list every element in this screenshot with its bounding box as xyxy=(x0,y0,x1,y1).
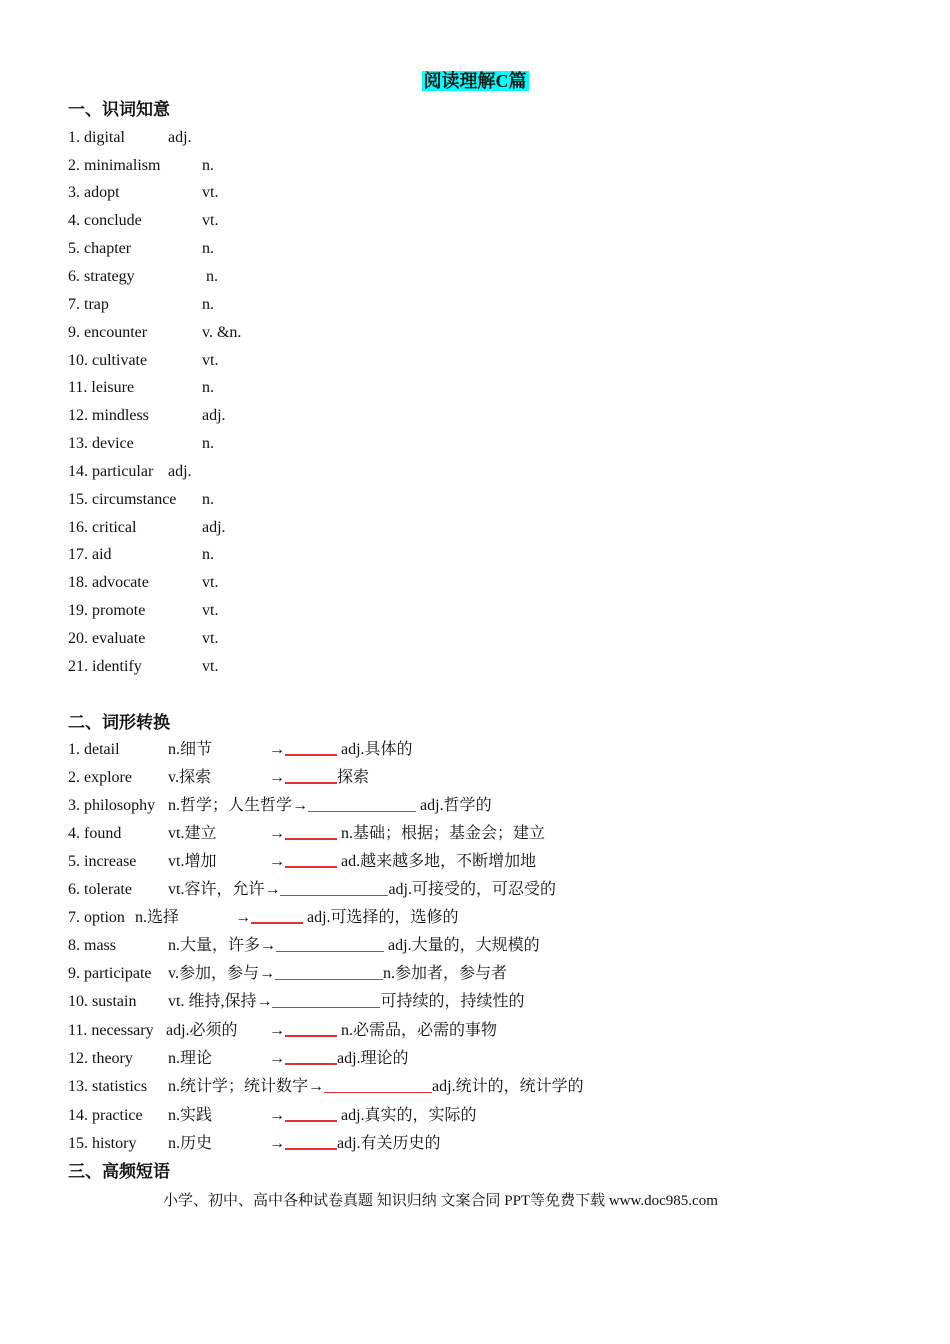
arrow-icon: → xyxy=(269,853,285,870)
vocab-word: 16. critical xyxy=(68,519,137,536)
vocab-word: 5. chapter xyxy=(68,240,132,257)
form-target: 探索 xyxy=(337,769,370,786)
form-word: 6. tolerate xyxy=(68,881,132,898)
vocab-pos: vt. xyxy=(202,574,219,591)
list-item xyxy=(68,402,226,430)
form-meaning: n.哲学；人生哲学 xyxy=(168,797,293,814)
list-item xyxy=(68,653,219,681)
form-meaning: vt. 维持,保持 xyxy=(168,993,257,1010)
page-footer: 小学、初中、高中各种试卷真题 知识归纳 文案合同 PPT等免费下载 www.doc985.com xyxy=(163,1193,718,1209)
vocab-pos: vt. xyxy=(202,352,219,369)
answer-blank[interactable] xyxy=(308,793,416,812)
vocab-pos: vt. xyxy=(202,630,219,647)
section-heading-vocab: 一、识词知意 xyxy=(68,100,170,120)
form-word: 13. statistics xyxy=(68,1078,148,1095)
list-item xyxy=(68,486,214,514)
answer-blank[interactable] xyxy=(285,1102,337,1122)
list-item xyxy=(68,1102,477,1130)
form-target: 可持续的，持续性的 xyxy=(380,993,525,1010)
list-item xyxy=(68,374,214,402)
form-word: 4. found xyxy=(68,825,122,842)
arrow-icon: → xyxy=(269,1022,285,1039)
form-word: 14. practice xyxy=(68,1107,143,1124)
section-heading-word-forms: 二、词形转换 xyxy=(68,713,170,733)
form-target: n.必需品，必需的事物 xyxy=(341,1022,498,1039)
answer-blank[interactable] xyxy=(285,764,337,784)
list-item xyxy=(68,179,219,207)
list-item xyxy=(68,207,219,235)
list-item xyxy=(68,514,226,542)
list-item xyxy=(68,569,219,597)
form-target: adj.理论的 xyxy=(337,1050,409,1067)
answer-blank[interactable] xyxy=(272,989,380,1008)
form-target: adj.真实的，实际的 xyxy=(341,1107,477,1124)
list-item xyxy=(68,876,557,904)
answer-blank[interactable] xyxy=(280,877,388,896)
vocab-word: 13. device xyxy=(68,435,134,452)
form-meaning: n.选择 xyxy=(135,909,180,926)
form-target: adj.可选择的，选修的 xyxy=(307,909,459,926)
answer-blank[interactable] xyxy=(285,1045,337,1065)
vocab-word: 9. encounter xyxy=(68,324,148,341)
form-word: 8. mass xyxy=(68,937,116,954)
arrow-icon: → xyxy=(258,965,275,982)
vocab-pos: n. xyxy=(202,435,214,452)
vocab-pos: adj. xyxy=(168,129,192,146)
list-item xyxy=(68,347,219,375)
vocab-pos: n. xyxy=(202,240,214,257)
form-target: adj.大量的，大规模的 xyxy=(388,937,540,954)
list-item xyxy=(68,764,370,792)
list-item xyxy=(68,848,537,876)
vocab-word: 11. leisure xyxy=(68,379,135,396)
list-item xyxy=(68,235,214,263)
page-title xyxy=(0,69,950,93)
vocab-word: 14. particular xyxy=(68,463,154,480)
vocab-pos: n. xyxy=(202,491,214,508)
vocab-pos: adj. xyxy=(202,519,226,536)
form-meaning: v.探索 xyxy=(168,769,211,786)
form-target: adj.可接受的，可忍受的 xyxy=(388,881,557,898)
arrow-icon: → xyxy=(269,741,285,758)
form-target: n.基础；根据；基金会；建立 xyxy=(341,825,546,842)
arrow-icon: → xyxy=(269,825,285,842)
list-item xyxy=(68,291,214,319)
form-meaning: n.实践 xyxy=(168,1107,213,1124)
list-item xyxy=(68,458,192,486)
form-meaning: n.大量，许多 xyxy=(168,937,261,954)
list-item xyxy=(68,820,546,848)
vocab-pos: adj. xyxy=(168,463,192,480)
vocab-pos: vt. xyxy=(202,658,219,675)
arrow-icon: → xyxy=(235,909,251,926)
form-word: 15. history xyxy=(68,1135,137,1152)
form-target: ad.越来越多地，不断增加地 xyxy=(341,853,537,870)
vocab-word: 3. adopt xyxy=(68,184,120,201)
vocab-word: 2. minimalism xyxy=(68,157,161,174)
arrow-icon: → xyxy=(269,1050,285,1067)
list-item xyxy=(68,124,192,152)
vocab-word: 1. digital xyxy=(68,129,125,146)
form-meaning: n.理论 xyxy=(168,1050,213,1067)
form-meaning: n.细节 xyxy=(168,741,213,758)
vocab-pos: vt. xyxy=(202,602,219,619)
vocab-word: 7. trap xyxy=(68,296,109,313)
form-word: 2. explore xyxy=(68,769,132,786)
vocab-word: 4. conclude xyxy=(68,212,142,229)
list-item xyxy=(68,263,218,291)
section-heading-phrases: 三、高频短语 xyxy=(68,1162,170,1182)
form-word: 12. theory xyxy=(68,1050,133,1067)
form-target: n.参加者，参与者 xyxy=(382,965,507,982)
vocab-word: 20. evaluate xyxy=(68,630,146,647)
arrow-icon: → xyxy=(256,993,273,1010)
vocab-word: 19. promote xyxy=(68,602,146,619)
vocab-pos: n. xyxy=(202,379,214,396)
list-item xyxy=(68,319,242,347)
answer-blank[interactable] xyxy=(276,933,384,952)
arrow-icon: → xyxy=(264,881,281,898)
form-meaning: vt.容许，允许 xyxy=(168,881,265,898)
form-meaning: v.参加，参与 xyxy=(168,965,259,982)
list-item xyxy=(68,1073,584,1101)
arrow-icon: → xyxy=(269,769,285,786)
answer-blank[interactable] xyxy=(285,820,337,840)
arrow-icon: → xyxy=(292,797,309,814)
list-item xyxy=(68,430,214,458)
list-item xyxy=(68,960,507,988)
arrow-icon: → xyxy=(260,937,277,954)
vocab-pos: n. xyxy=(202,296,214,313)
answer-blank[interactable] xyxy=(251,904,303,924)
form-word: 9. participate xyxy=(68,965,152,982)
arrow-icon: → xyxy=(308,1078,325,1095)
title-text: 阅读理解C篇 xyxy=(423,71,527,91)
vocab-word: 15. circumstance xyxy=(68,491,177,508)
list-item xyxy=(68,736,413,764)
answer-blank[interactable] xyxy=(285,1130,337,1150)
vocab-word: 6. strategy xyxy=(68,268,135,285)
answer-blank[interactable] xyxy=(285,848,337,868)
vocab-pos: vt. xyxy=(202,212,219,229)
list-item xyxy=(68,152,214,180)
list-item xyxy=(68,1130,441,1158)
list-item xyxy=(68,1017,498,1045)
vocab-pos: n. xyxy=(202,157,214,174)
vocab-pos: vt. xyxy=(202,184,219,201)
answer-blank[interactable] xyxy=(285,1017,337,1037)
form-target: adj.统计的，统计学的 xyxy=(432,1078,584,1095)
form-target: adj.哲学的 xyxy=(420,797,492,814)
vocab-word: 12. mindless xyxy=(68,407,149,424)
list-item xyxy=(68,988,525,1016)
list-item xyxy=(68,1045,409,1073)
form-meaning: adj.必须的 xyxy=(166,1022,238,1039)
vocab-word: 17. aid xyxy=(68,546,112,563)
list-item xyxy=(68,932,540,960)
form-word: 3. philosophy xyxy=(68,797,156,814)
form-target: adj.具体的 xyxy=(341,741,413,758)
vocab-word: 21. identify xyxy=(68,658,142,675)
arrow-icon: → xyxy=(269,1107,285,1124)
form-word: 11. necessary xyxy=(68,1022,154,1039)
form-meaning: vt.建立 xyxy=(168,825,217,842)
vocab-pos: adj. xyxy=(202,407,226,424)
vocab-word: 10. cultivate xyxy=(68,352,148,369)
answer-blank[interactable] xyxy=(324,1074,432,1093)
form-word: 7. option xyxy=(68,909,125,926)
vocab-word: 18. advocate xyxy=(68,574,149,591)
vocab-pos: v. &n. xyxy=(202,324,242,341)
answer-blank[interactable] xyxy=(285,736,337,756)
form-meaning: n.历史 xyxy=(168,1135,213,1152)
list-item xyxy=(68,792,492,820)
arrow-icon: → xyxy=(269,1135,285,1152)
vocab-pos: n. xyxy=(206,268,218,285)
form-word: 1. detail xyxy=(68,741,120,758)
list-item xyxy=(68,541,214,569)
form-word: 5. increase xyxy=(68,853,137,870)
form-target: adj.有关历史的 xyxy=(337,1135,441,1152)
form-meaning: vt.增加 xyxy=(168,853,217,870)
form-meaning: n.统计学；统计数字 xyxy=(168,1078,309,1095)
list-item xyxy=(68,625,219,653)
answer-blank[interactable] xyxy=(275,961,383,980)
vocab-pos: n. xyxy=(202,546,214,563)
form-word: 10. sustain xyxy=(68,993,137,1010)
list-item xyxy=(68,904,459,932)
list-item xyxy=(68,597,219,625)
